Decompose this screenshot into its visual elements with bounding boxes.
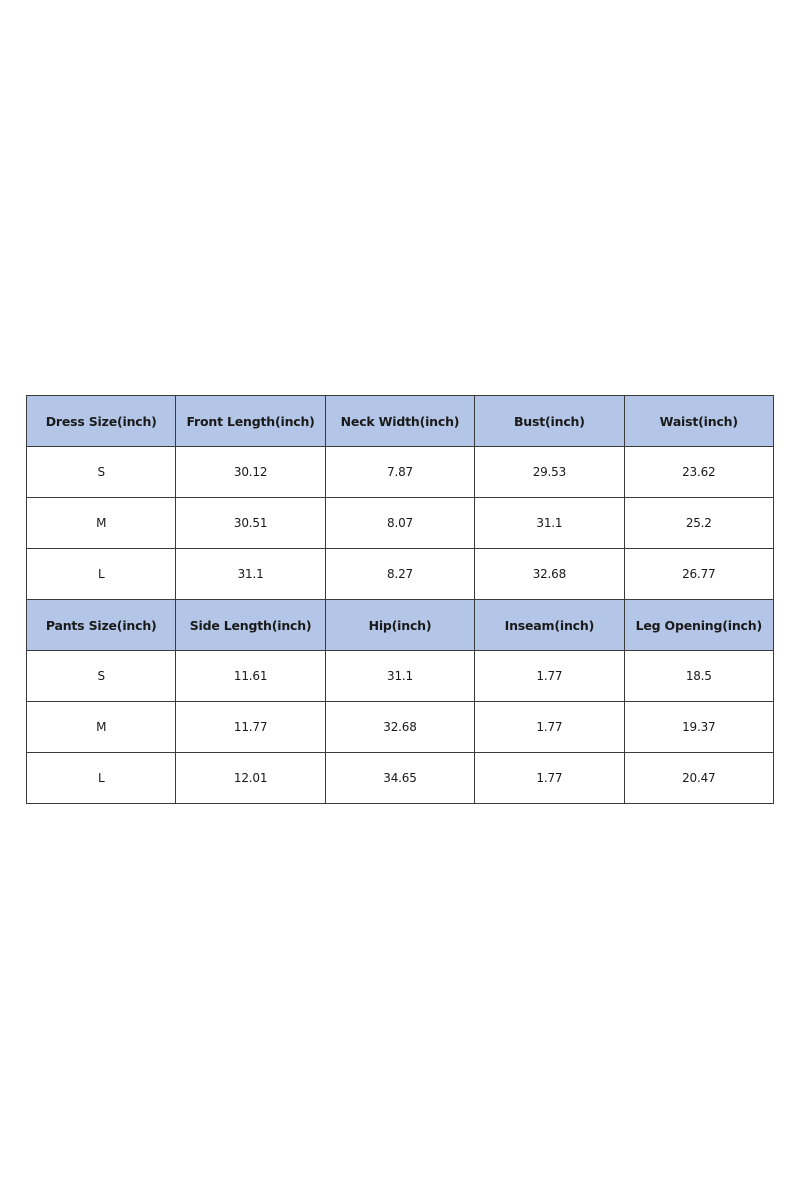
table-cell: S: [27, 651, 176, 702]
hip-header: Hip(inch): [325, 600, 474, 651]
table-cell: 23.62: [624, 447, 773, 498]
pants-size-header: Pants Size(inch): [27, 600, 176, 651]
waist-header: Waist(inch): [624, 396, 773, 447]
neck-width-header: Neck Width(inch): [325, 396, 474, 447]
table-cell: 25.2: [624, 498, 773, 549]
table-cell: 19.37: [624, 702, 773, 753]
table-cell: 31.1: [325, 651, 474, 702]
front-length-header: Front Length(inch): [176, 396, 325, 447]
table-cell: 30.12: [176, 447, 325, 498]
table-cell: 32.68: [475, 549, 624, 600]
side-length-header: Side Length(inch): [176, 600, 325, 651]
table-row: [27, 549, 774, 600]
leg-opening-header: Leg Opening(inch): [624, 600, 773, 651]
dress-header-row: [27, 396, 774, 447]
inseam-header: Inseam(inch): [475, 600, 624, 651]
table-row: [27, 447, 774, 498]
table-cell: L: [27, 753, 176, 804]
table-row: [27, 753, 774, 804]
pants-header-row: [27, 600, 774, 651]
table-cell: M: [27, 498, 176, 549]
table-cell: 30.51: [176, 498, 325, 549]
table-cell: 1.77: [475, 651, 624, 702]
table-row: [27, 498, 774, 549]
table-cell: L: [27, 549, 176, 600]
bust-header: Bust(inch): [475, 396, 624, 447]
table-cell: 31.1: [475, 498, 624, 549]
size-chart-table: [26, 395, 774, 804]
table-cell: 1.77: [475, 702, 624, 753]
table-cell: S: [27, 447, 176, 498]
table-cell: 7.87: [325, 447, 474, 498]
table-cell: 12.01: [176, 753, 325, 804]
table-cell: 29.53: [475, 447, 624, 498]
table-row: [27, 651, 774, 702]
table-cell: 20.47: [624, 753, 773, 804]
table-row: [27, 702, 774, 753]
table-cell: 8.07: [325, 498, 474, 549]
dress-size-header: Dress Size(inch): [27, 396, 176, 447]
table-cell: 34.65: [325, 753, 474, 804]
table-cell: 11.77: [176, 702, 325, 753]
table-cell: 18.5: [624, 651, 773, 702]
table-cell: 1.77: [475, 753, 624, 804]
table-cell: M: [27, 702, 176, 753]
table-cell: 11.61: [176, 651, 325, 702]
table-cell: 31.1: [176, 549, 325, 600]
table-cell: 26.77: [624, 549, 773, 600]
table-cell: 8.27: [325, 549, 474, 600]
table-cell: 32.68: [325, 702, 474, 753]
